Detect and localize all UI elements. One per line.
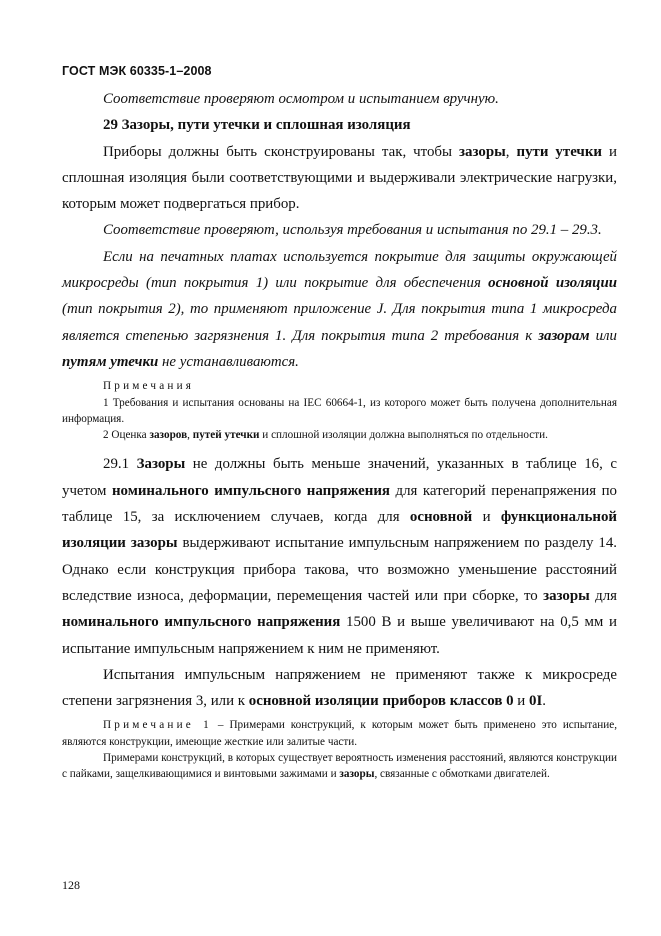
section-heading: 29 Зазоры, пути утечки и сплошная изоляция [103, 117, 411, 134]
document-body [62, 86, 617, 783]
text-span: , [505, 143, 517, 160]
text-span: и [472, 509, 501, 526]
term-clearances: зазоров [149, 429, 188, 442]
text-span: выдерживают испытание импульсным напряжением по разделу 14. Однако если конструкция прибора такова, что возможно уменьшение расстояний вследствие износа, деформации, перемещения частей или при сборке, то [62, 535, 617, 604]
note-example-1 [62, 717, 617, 750]
text-span: 1500 В и выше увеличивают на 0,5 мм и испытание импульсным напряжением к ним не применяют. [62, 614, 617, 657]
text-span: 2 Оценка [103, 429, 150, 442]
term-clearances: зазорам [538, 327, 590, 344]
term-creepage: путям утечки [62, 353, 159, 370]
standard-header: ГОСТ МЭК 60335-1–2008 [62, 64, 212, 78]
text-span: 29.1 [103, 456, 137, 473]
text-span: не устанавливаются. [158, 353, 299, 370]
text-span: Если на печатных платах используется покрытие для защиты окружающей микросреды (тип покрытия 1) или покрытие для обеспечения [62, 248, 617, 292]
term-clearances: Зазоры [136, 456, 186, 473]
text-span: не должны быть меньше значений, указанных в таблице 16, с учетом [62, 456, 618, 499]
term-functional-insulation: функциональной изоляции зазоры [62, 509, 617, 552]
term-rated-impulse-voltage: номинального импульсного напряжения [62, 614, 341, 631]
paragraph-compliance: Соответствие проверяют, используя требования и испытания по 29.1 – 29.3. [103, 222, 602, 239]
term-creepage: путей утечки [192, 429, 260, 442]
term-clearances: зазоры [339, 768, 375, 781]
term-basic-insulation-classes: основной изоляции приборов классов 0 [248, 693, 514, 710]
notes-label-text: Примечания [103, 380, 195, 393]
text-span: , связанные с обмотками двигателей. [374, 768, 550, 781]
term-class-0i: 0I [529, 693, 543, 710]
text-span: Примерами конструкций, в которых существует вероятность изменения расстояний, являются конструкции с пайками, защелкивающимися и винтовыми зажимами и [62, 752, 617, 781]
note-example-2 [62, 750, 617, 783]
notes-label [62, 378, 617, 394]
term-creepage: пути утечки [516, 143, 602, 160]
notes-block-2 [62, 717, 617, 782]
text-span: для [589, 587, 617, 604]
intro-paragraph: Соответствие проверяют осмотром и испытанием вручную. [103, 91, 499, 107]
note-1: 1 Требования и испытания основаны на IEC 60664-1, из которого может быть получена дополнительная информация. [62, 396, 617, 425]
term-basic-insulation: основной изоляции [488, 275, 618, 292]
page-number: 128 [62, 878, 80, 892]
term-clearances: зазоры [459, 143, 506, 160]
text-span: для категорий перенапряжения по таблице 15, за исключением случаев, когда для [62, 482, 617, 526]
term-basic: основной [409, 509, 473, 526]
text-span: (тип покрытия 2), то применяют приложение J. Для покрытия типа 1 микросреда является степенью загрязнения 1. Для покрытия типа 2 требования к [62, 301, 617, 344]
text-span: и сплошной изоляции должна выполняться по отдельности. [259, 429, 548, 442]
paragraph-design-requirements [62, 139, 617, 218]
paragraph-29-1 [62, 451, 617, 661]
text-span: Испытания импульсным напряжением не применяют также к микросреде степени загрязнения 3, или к [62, 666, 617, 710]
text-span: и сплошная изоляция были соответствующими и выдерживали электрические нагрузки, которым может подвергаться прибор. [62, 143, 617, 213]
text-span: , [187, 429, 193, 442]
text-span: или [589, 327, 617, 344]
paragraph-coating [62, 244, 617, 375]
note-2 [62, 427, 617, 443]
term-rated-impulse-voltage: номинального импульсного напряжения [111, 482, 390, 499]
term-clearances: зазоры [543, 587, 590, 604]
text-span: – Примерами конструкций, к которым может быть применено это испытание, являются конструкции, имеющие жесткие или залитые части. [62, 719, 618, 748]
text-span: . [542, 693, 546, 710]
paragraph-impulse-tests [62, 662, 617, 715]
text-span: и [513, 693, 529, 710]
notes-block [62, 378, 617, 443]
text-span: Приборы должны быть сконструированы так, чтобы [103, 143, 460, 160]
note-label: Примечание 1 [103, 719, 212, 732]
